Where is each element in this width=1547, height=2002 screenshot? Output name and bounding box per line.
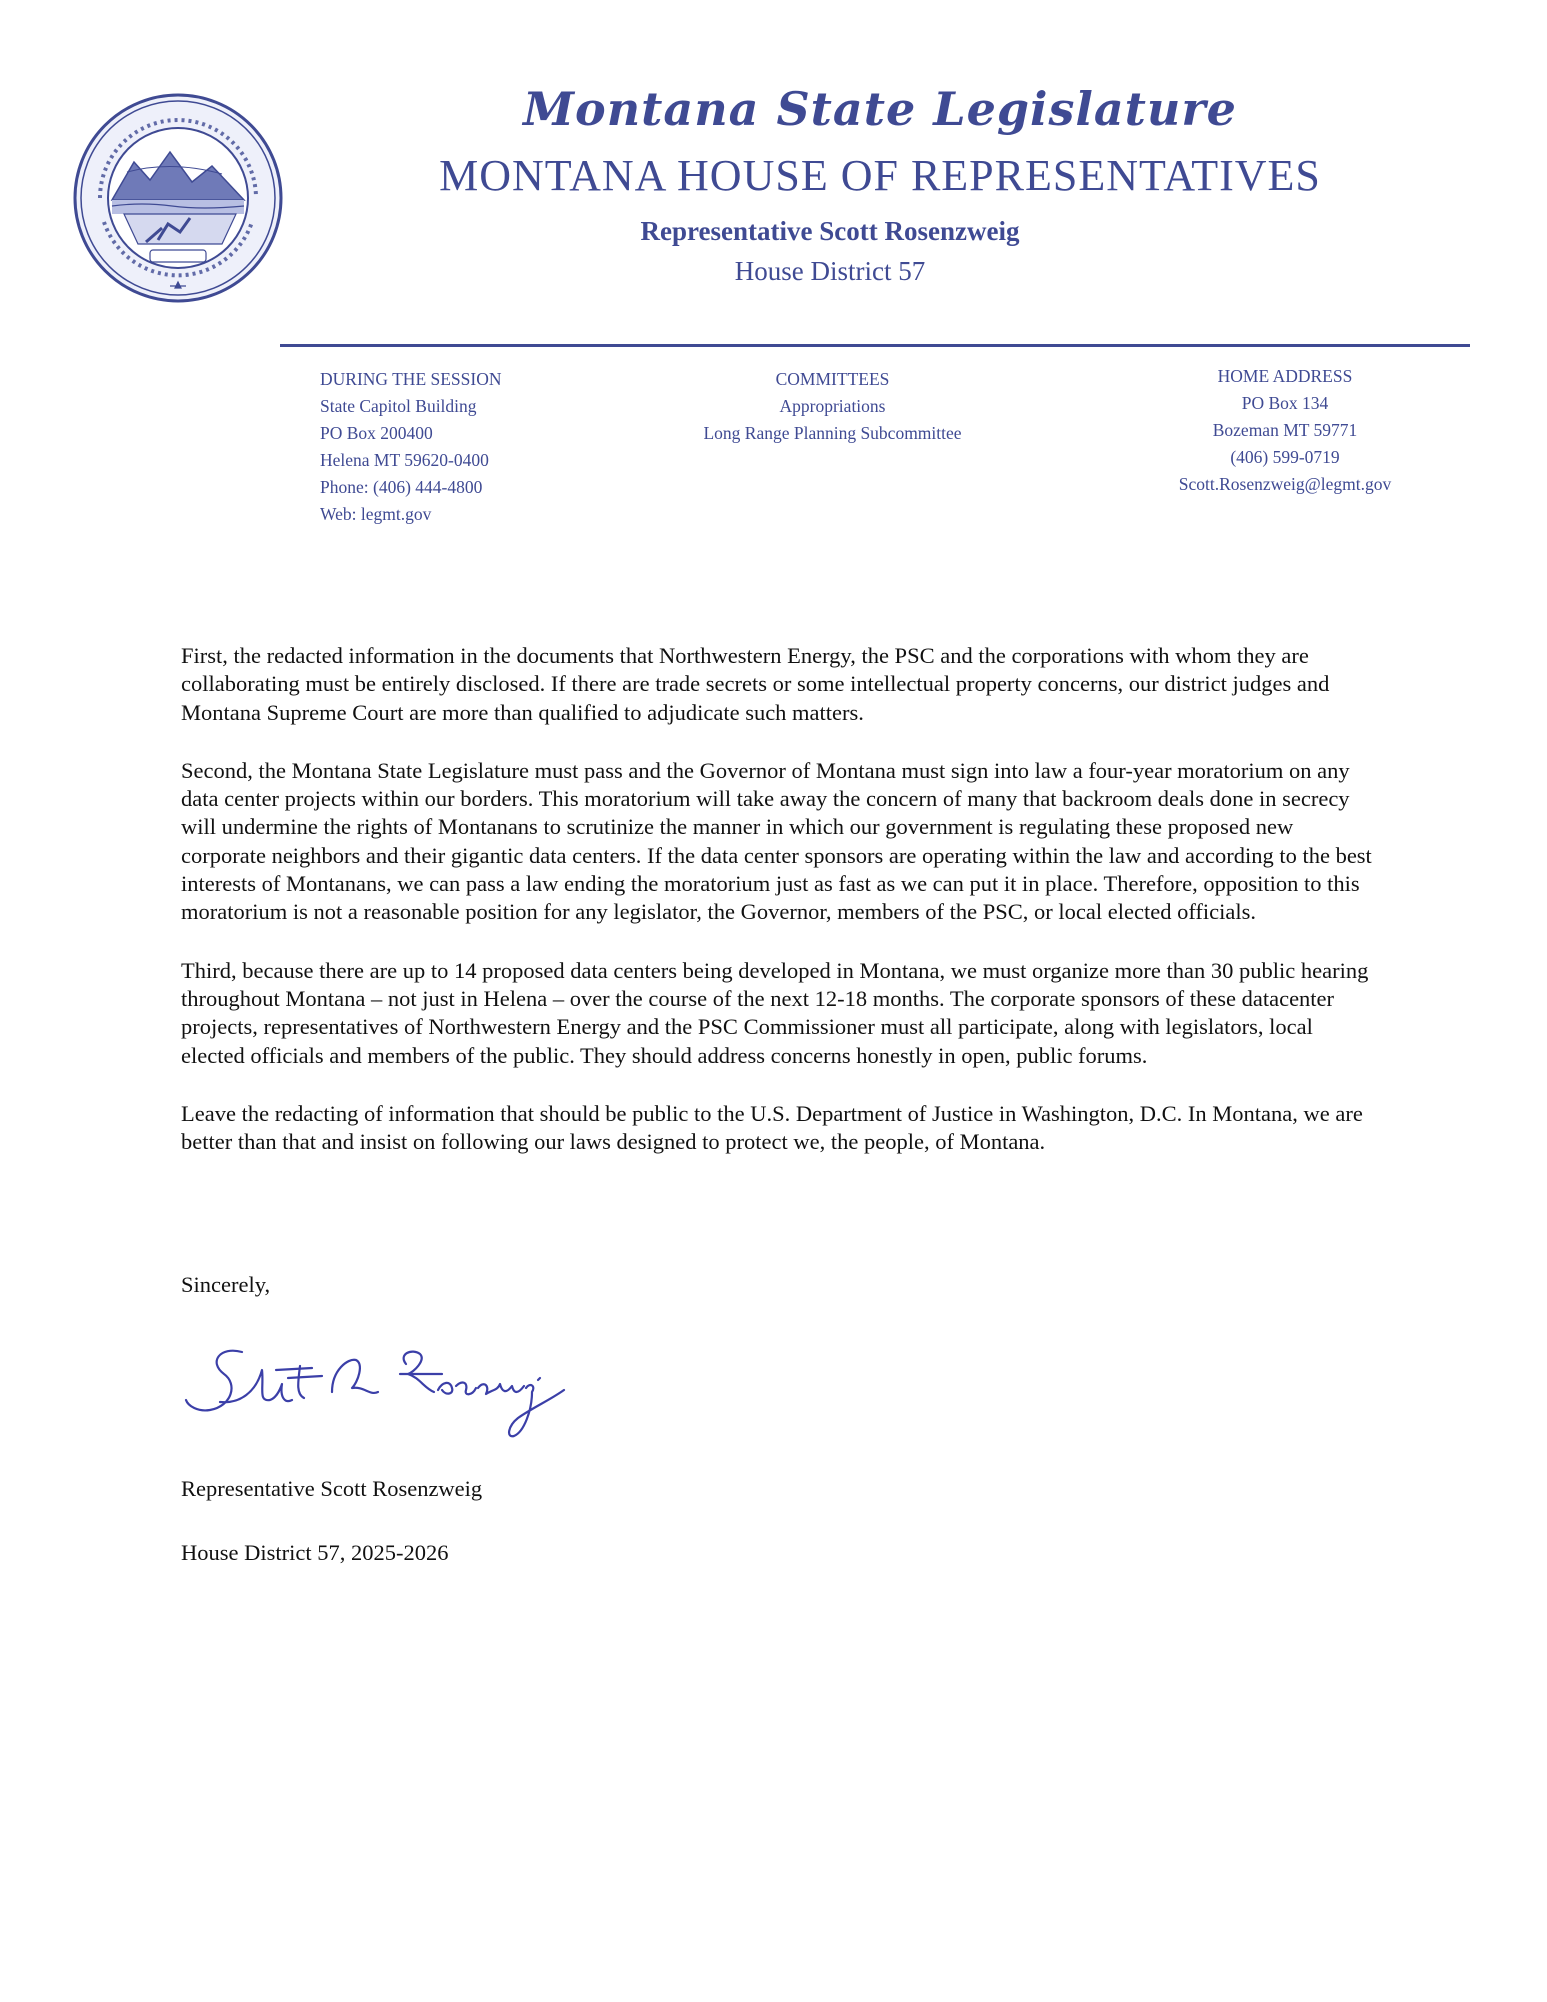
letter-paragraph: Third, because there are up to 14 proposed data centers being developed in Montana, we must organize more than 30 public hearing throughout Montana – not just in Helena – over the course of the next 12-18 months. The corporate sponsors of these datacenter projects, representatives of Northwestern Energy and the PSC Commissioner must all participate, along with legislators, local elected officials and members of the public. They should address concerns honestly in open, public forums. <box>181 957 1369 1068</box>
state-seal-logo <box>72 92 284 304</box>
home-email: Scott.Rosenzweig@legmt.gov <box>1178 474 1392 494</box>
committees-block <box>650 366 1015 447</box>
letter-paragraph: First, the redacted information in the documents that Northwestern Energy, the PSC and the corporations with whom they are collaborating must be entirely disclosed. If there are trade secrets or some intellectual property concerns, our district judges and Montana Supreme Court are more than qualified to adjudicate such matters. <box>181 643 1330 725</box>
house-title: MONTANA HOUSE OF REPRESENTATIVES <box>439 151 1321 200</box>
session-web: Web: legmt.gov <box>320 504 432 524</box>
home-heading: HOME ADDRESS <box>1217 366 1353 386</box>
home-phone: (406) 599-0719 <box>1230 447 1340 467</box>
handwritten-signature <box>180 1330 600 1450</box>
session-phone: Phone: (406) 444-4800 <box>320 477 483 497</box>
session-heading: DURING THE SESSION <box>320 369 502 389</box>
session-line: PO Box 200400 <box>320 423 433 443</box>
letter-closing: Sincerely, <box>181 1272 271 1297</box>
session-line: State Capitol Building <box>320 396 477 416</box>
session-line: Helena MT 59620-0400 <box>320 450 489 470</box>
legislature-script-title: Montana State Legislature <box>523 82 1237 136</box>
signer-name: Representative Scott Rosenzweig <box>181 1476 483 1501</box>
home-address-block <box>1135 363 1435 498</box>
letter-body <box>181 642 1381 1186</box>
committees-heading: COMMITTEES <box>775 369 890 389</box>
committee-item: Appropriations <box>779 396 886 416</box>
representative-name: Representative Scott Rosenzweig <box>640 216 1020 246</box>
home-line: Bozeman MT 59771 <box>1212 420 1358 440</box>
letter-paragraph: Second, the Montana State Legislature must pass and the Governor of Montana must sign into law a four-year moratorium on any data center projects within our borders. This moratorium will take away the concern of many that backroom deals done in secrecy will undermine the rights of Montanans to scrutinize the manner in which our government is regulating these proposed new corporate neighbors and their gigantic data centers. If the data center sponsors are operating within the law and according to the best interests of Montanans, we can pass a law ending the moratorium just as fast as we can put it in place. Therefore, opposition to this moratorium is not a reasonable position for any legislator, the Governor, members of the PSC, or local elected officials. <box>181 757 1372 925</box>
committee-item: Long Range Planning Subcommittee <box>703 423 962 443</box>
session-contact-block <box>320 366 502 528</box>
home-line: PO Box 134 <box>1241 393 1329 413</box>
house-district: House District 57 <box>734 256 926 286</box>
signer-district: House District 57, 2025-2026 <box>181 1540 449 1565</box>
letter-paragraph: Leave the redacting of information that should be public to the U.S. Department of Justice in Washington, D.C. In Montana, we are better than that and insist on following our laws designed to protect we, the people, of Montana. <box>181 1100 1363 1155</box>
header-divider <box>280 344 1470 347</box>
